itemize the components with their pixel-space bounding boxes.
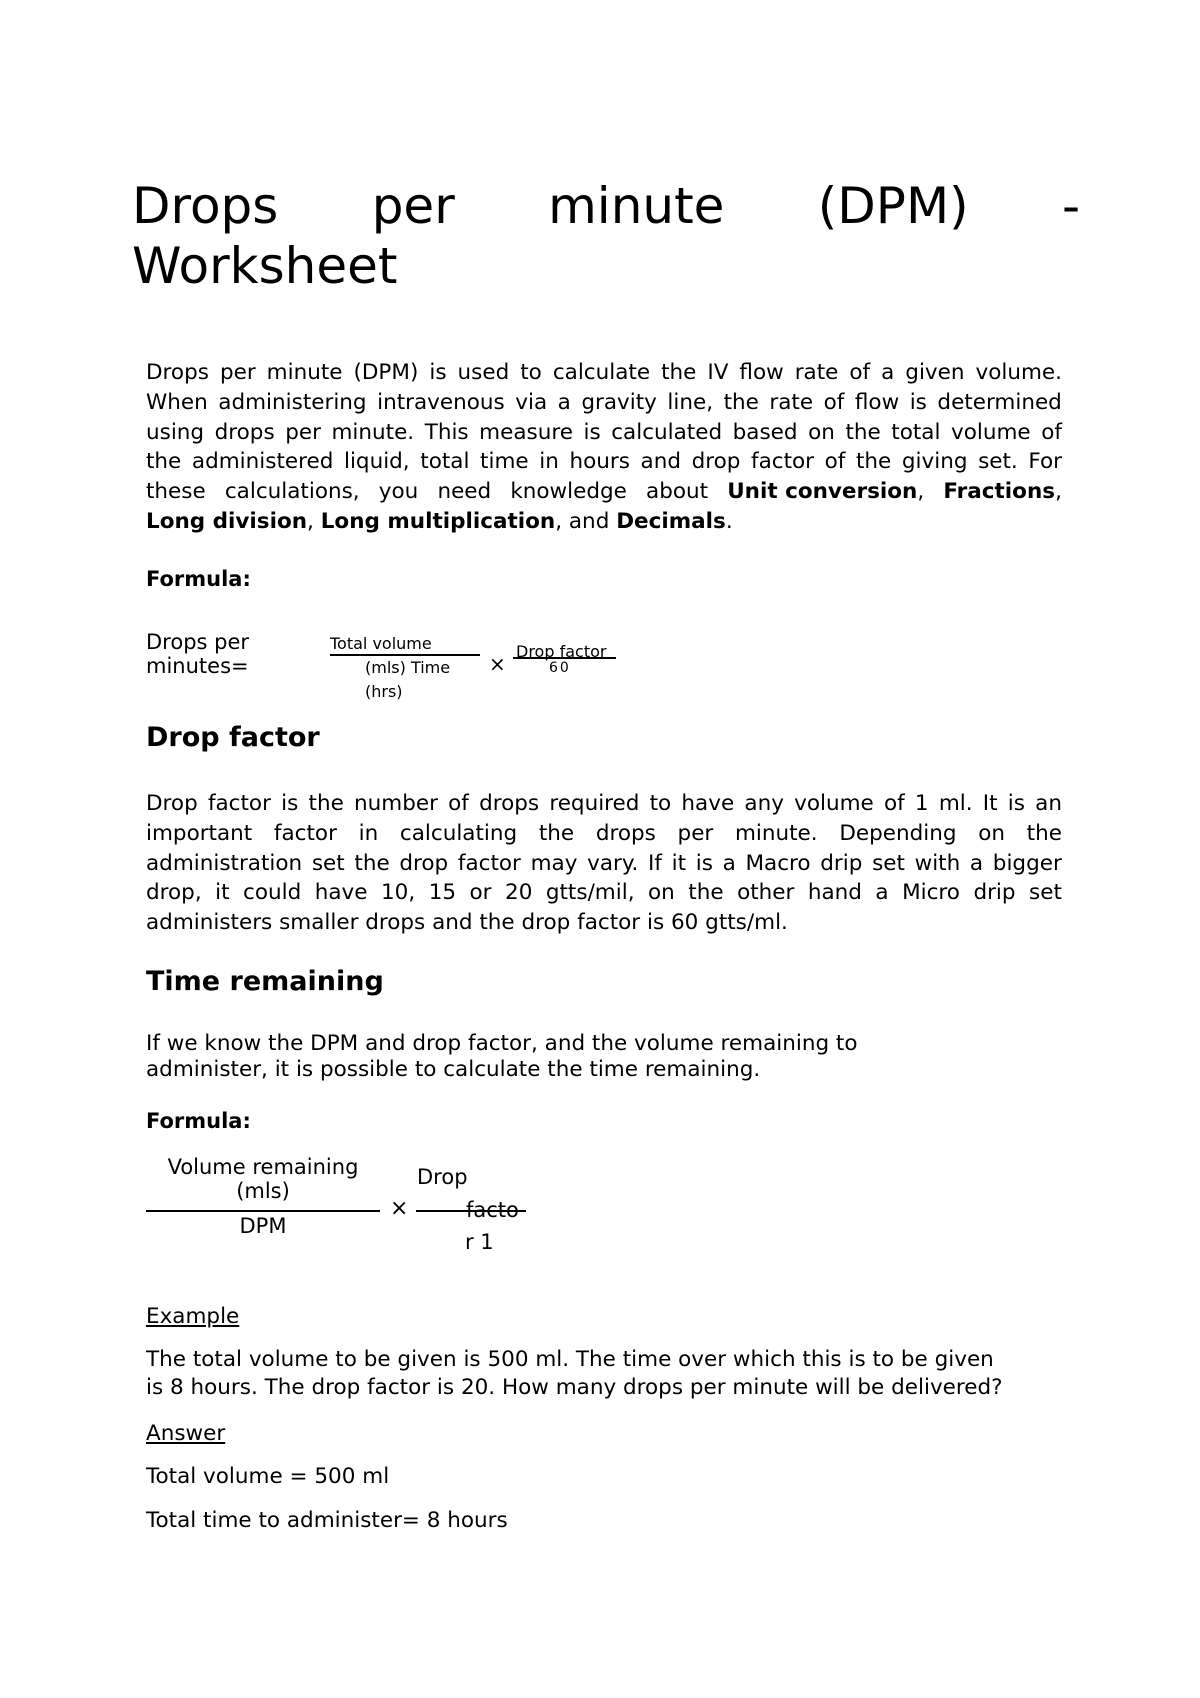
word: a (881, 360, 895, 385)
word: volume (951, 419, 1031, 445)
intro-line-6 (146, 507, 1062, 537)
word: the (146, 449, 182, 475)
word: number (354, 791, 438, 816)
intro-line-4 (146, 447, 1062, 477)
word: set (311, 850, 345, 876)
drop-factor-line-1 (146, 789, 1062, 819)
word: 10, (381, 880, 416, 906)
word: measure (479, 419, 573, 445)
word: set (1029, 880, 1062, 906)
word: total (420, 449, 470, 475)
word: administered (191, 449, 334, 475)
title-word: - (1061, 177, 1080, 235)
word: calculations, (224, 479, 360, 505)
formula2-fraction-bar (146, 1210, 380, 1212)
word: flow (854, 389, 900, 415)
period: . (725, 508, 733, 534)
word: factor (751, 449, 815, 475)
word: This (424, 419, 469, 445)
word: you (378, 479, 419, 505)
keyword-fractions: Fractions (943, 479, 1056, 505)
title-word: minute (548, 177, 725, 235)
example-label: Example (146, 1304, 240, 1329)
word: administration (146, 850, 303, 876)
word: with (914, 850, 961, 876)
word: the (308, 791, 344, 816)
word: giving (901, 449, 968, 475)
keyword-group (943, 477, 1062, 507)
word: per (677, 820, 714, 846)
word: is (281, 791, 299, 816)
formula-label: Formula: (146, 1109, 251, 1133)
word: the (855, 449, 892, 475)
word: minute (266, 360, 343, 385)
word: drops (214, 419, 275, 445)
intro-line-2 (146, 388, 1062, 418)
word: of (883, 791, 905, 816)
word: any (744, 791, 784, 816)
keyword-group (727, 477, 924, 507)
word: the (538, 820, 575, 846)
formula1-fraction-bar (330, 654, 480, 656)
word: time (480, 449, 529, 475)
formula1-numerator: Total volume (330, 634, 432, 653)
word: on (648, 880, 675, 906)
word: For (1028, 449, 1062, 475)
word: on (808, 419, 835, 445)
word: used (457, 360, 510, 385)
word: intravenous (377, 389, 505, 415)
word: IV (707, 360, 729, 385)
word: need (437, 479, 492, 505)
formula-label: Formula: (146, 567, 251, 591)
answer-total-time: Total time to administer= 8 hours (146, 1508, 508, 1533)
word: and (640, 449, 681, 475)
word: When (146, 389, 208, 415)
and-text: , and (555, 508, 610, 534)
word: important (146, 820, 253, 846)
word: per (285, 419, 321, 445)
formula2-right-bottom: r 1 (465, 1230, 494, 1254)
word: based (732, 419, 798, 445)
word: it (671, 850, 687, 876)
formula1-drop-factor-denominator: 60 (549, 660, 571, 676)
word: Micro (902, 880, 960, 906)
word: determined (937, 389, 1062, 415)
word: to (520, 360, 542, 385)
word: is (583, 419, 601, 445)
word: calculate (552, 360, 651, 385)
intro-line-5 (146, 477, 1062, 507)
word: have (314, 880, 368, 906)
example-line-1: The total volume to be given is 500 ml. The time over which this is to be given (146, 1347, 994, 1372)
word: via (515, 389, 548, 415)
word: If (648, 850, 662, 876)
word: of (824, 449, 846, 475)
formula2-numerator-line-1: Volume remaining (167, 1155, 359, 1179)
comma: , (1055, 479, 1062, 505)
word: hours (569, 449, 630, 475)
word: volume (794, 791, 874, 816)
formula1-lhs-line-1: Drops per (146, 630, 250, 654)
formula2-numerator-line-2: (mls) (236, 1179, 290, 1203)
word: of (448, 791, 469, 816)
formula2-right-top: Drop (417, 1165, 468, 1189)
word: (DPM) (353, 360, 419, 385)
word: a (969, 850, 984, 876)
comma: , (917, 479, 925, 505)
word: these (146, 479, 206, 505)
formula1-drop-factor-numerator: Drop factor (516, 642, 607, 661)
word: hand (807, 880, 862, 906)
word: administering (218, 389, 367, 415)
word: calculated (611, 419, 723, 445)
word: rate (794, 360, 839, 385)
word: It (982, 791, 998, 816)
word: Macro (745, 850, 811, 876)
drop-factor-line-5: administers smaller drops and the drop factor is 60 gtts/ml. (146, 910, 788, 936)
answer-label: Answer (146, 1421, 226, 1446)
word: may (530, 850, 578, 876)
word: volume. (975, 360, 1062, 385)
word: bigger (992, 850, 1062, 876)
example-line-2: is 8 hours. The drop factor is 20. How many drops per minute will be delivered? (146, 1375, 1003, 1400)
word: gravity (581, 389, 657, 415)
word: in (358, 820, 379, 846)
word: a (722, 850, 736, 876)
keyword-unit-conversion: Unit conversion (727, 479, 918, 505)
word: vary. (587, 850, 639, 876)
word: a (875, 880, 889, 906)
word: it (215, 880, 230, 906)
word: is (429, 360, 447, 385)
formula1-times-sign: × (489, 652, 506, 676)
keyword-long-division: Long division (146, 508, 308, 534)
word: Drop (146, 791, 198, 816)
drop-factor-paragraph (146, 789, 1062, 938)
word: ml. (938, 791, 973, 816)
answer-total-volume: Total volume = 500 ml (146, 1464, 390, 1489)
word: drip (820, 850, 863, 876)
word: drop, (146, 880, 202, 906)
word: factor (273, 820, 337, 846)
intro-line-3 (146, 418, 1062, 448)
word: the (723, 389, 759, 415)
word: of (1041, 419, 1062, 445)
word: drip (973, 880, 1016, 906)
formula2-right-mid: facto (466, 1198, 519, 1222)
word: rate (769, 389, 814, 415)
word: other (737, 880, 795, 906)
time-remaining-line-1: If we know the DPM and drop factor, and the volume remaining to (146, 1031, 858, 1056)
section-heading-time-remaining: Time remaining (146, 966, 384, 997)
page-title-line-2: Worksheet (132, 237, 398, 295)
word: is (1007, 791, 1025, 816)
word: on (978, 820, 1005, 846)
word: set. (978, 449, 1018, 475)
word: the (845, 419, 881, 445)
formula1-denominator-line-1: (mls) Time (365, 658, 451, 677)
word: the (1026, 820, 1062, 846)
word: 15 (428, 880, 457, 906)
formula1-denominator-line-2: (hrs) (365, 682, 403, 701)
word: factor (207, 791, 271, 816)
word: calculating (399, 820, 518, 846)
word: knowledge (510, 479, 627, 505)
title-word: Drops (132, 177, 279, 235)
word: a (557, 389, 571, 415)
page-title-line-1 (132, 176, 1080, 236)
keyword-long-multiplication: Long multiplication (320, 508, 556, 534)
word: using (146, 419, 205, 445)
word: liquid, (343, 449, 410, 475)
word: required (549, 791, 640, 816)
word: or (469, 880, 492, 906)
time-remaining-line-2: administer, it is possible to calculate the time remaining. (146, 1057, 761, 1082)
word: total (891, 419, 941, 445)
word: about (646, 479, 709, 505)
title-word: per (371, 177, 455, 235)
word: drops (479, 791, 540, 816)
word: could (243, 880, 302, 906)
word: of (849, 360, 871, 385)
word: drop (691, 449, 741, 475)
drop-factor-line-2 (146, 819, 1062, 849)
word: gtts/mil, (545, 880, 635, 906)
word: Drops (146, 360, 209, 385)
formula2-denominator: DPM (239, 1214, 287, 1238)
word: in (539, 449, 559, 475)
word: given (905, 360, 965, 385)
word: minute. (734, 820, 818, 846)
word: per (219, 360, 256, 385)
word: an (1035, 791, 1062, 816)
keyword-decimals: Decimals (616, 508, 726, 534)
word: 1 (914, 791, 929, 816)
section-heading-drop-factor: Drop factor (146, 722, 320, 753)
word: drop (399, 850, 449, 876)
comma: , (307, 508, 314, 534)
word: is (695, 850, 713, 876)
word: the (661, 360, 697, 385)
word: the (354, 850, 390, 876)
word: Depending (839, 820, 957, 846)
word: is (909, 389, 927, 415)
formula2-times-sign: × (390, 1196, 409, 1221)
word: factor (457, 850, 521, 876)
formula1-lhs-line-2: minutes= (146, 654, 249, 678)
word: set (872, 850, 905, 876)
word: 20 (505, 880, 533, 906)
word: drops (595, 820, 656, 846)
title-word: (DPM) (817, 177, 969, 235)
word: line, (667, 389, 714, 415)
word: minute. (331, 419, 415, 445)
drop-factor-line-3 (146, 849, 1062, 879)
drop-factor-line-4 (146, 878, 1062, 908)
word: have (681, 791, 735, 816)
intro-paragraph (146, 358, 1062, 537)
formula1-drop-factor-bar (513, 657, 616, 659)
word: to (649, 791, 672, 816)
word: flow (739, 360, 784, 385)
intro-line-1 (146, 358, 1062, 388)
word: of (823, 389, 845, 415)
word: the (688, 880, 724, 906)
